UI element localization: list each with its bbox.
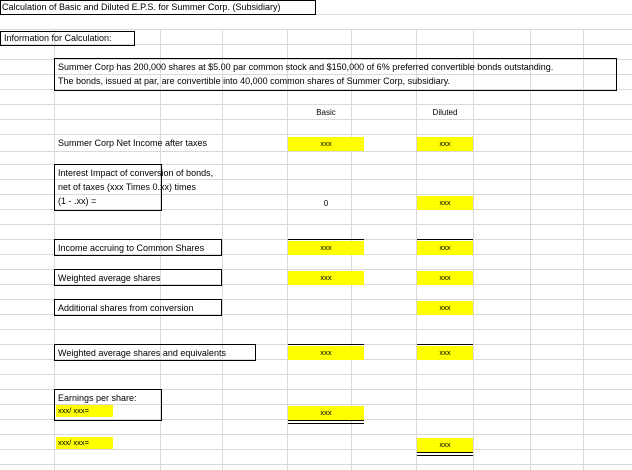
weighted-equiv-label: Weighted average shares and equivalents [58, 348, 226, 358]
column-header-diluted: Diluted [432, 108, 458, 117]
eps-diluted-double-underline [417, 452, 473, 456]
column-header-basic: Basic [316, 108, 336, 117]
income-basic-top-border [288, 239, 364, 240]
info-line-2: The bonds, issued at par, are convertible into 40,000 common shares of Summer Corp, subsidiary. [58, 76, 451, 86]
eps-label: Earnings per share: [58, 393, 137, 403]
weighted-equiv-basic-top-border [288, 344, 364, 345]
weighted-equiv-diluted-cell[interactable]: xxx [417, 346, 473, 360]
weighted-diluted-cell[interactable]: xxx [417, 271, 473, 285]
interest-label-line-2: net of taxes (xxx Times 0.xx) times [58, 182, 197, 192]
eps-diluted-formula[interactable]: xxx/ xxx= [56, 437, 113, 449]
info-line-1: Summer Corp has 200,000 shares at $5.00 par common stock and $150,000 of 6% preferred convertible bonds outstanding. [58, 62, 554, 72]
eps-basic-cell[interactable]: xxx [288, 406, 364, 420]
eps-basic-double-underline [288, 420, 364, 424]
interest-label-line-3: (1 - .xx) = [58, 196, 97, 206]
income-common-label: Income accruing to Common Shares [58, 243, 205, 253]
net-income-diluted-cell[interactable]: xxx [417, 137, 473, 151]
weighted-basic-cell[interactable]: xxx [288, 271, 364, 285]
weighted-equiv-diluted-top-border [417, 344, 473, 345]
net-income-label: Summer Corp Net Income after taxes [58, 138, 208, 148]
additional-diluted-cell[interactable]: xxx [417, 301, 473, 315]
net-income-basic-cell[interactable]: xxx [288, 137, 364, 151]
income-common-diluted-cell[interactable]: xxx [417, 241, 473, 255]
income-common-basic-cell[interactable]: xxx [288, 241, 364, 255]
interest-basic-cell[interactable]: 0 [323, 199, 329, 208]
income-diluted-top-border [417, 239, 473, 240]
sheet-title: Calculation of Basic and Diluted E.P.S. for Summer Corp. (Subsidiary) [2, 2, 281, 12]
weighted-label: Weighted average shares [58, 273, 161, 283]
weighted-equiv-basic-cell[interactable]: xxx [288, 346, 364, 360]
interest-label-line-1: Interest Impact of conversion of bonds, [58, 168, 214, 178]
eps-diluted-cell[interactable]: xxx [417, 438, 473, 452]
additional-label: Additional shares from conversion [58, 303, 194, 313]
interest-diluted-cell[interactable]: xxx [417, 196, 473, 210]
eps-basic-formula[interactable]: xxx/ xxx= [56, 405, 113, 417]
info-label: Information for Calculation: [4, 33, 112, 43]
